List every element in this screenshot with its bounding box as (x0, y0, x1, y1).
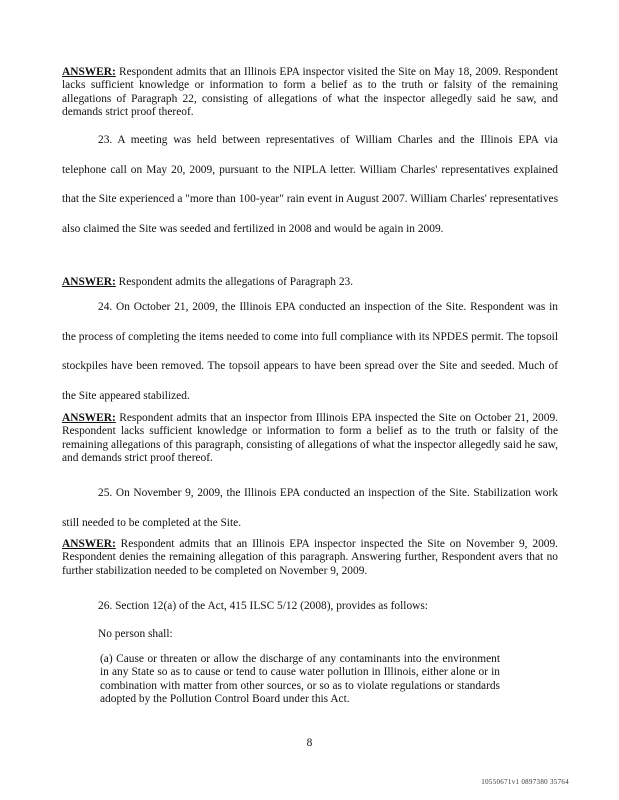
paragraph-23: 23. A meeting was held between representatives of William Charles and the Illinois EPA via telephone call on May 20, 2009, pursuant to the NIPLA letter. William Charles' representatives explained that the Site experienced a "more than 100-year" rain event in August 2007. William Charles' representatives also claimed the Site was seeded and fertilized in 2008 and would be again in 2009. (62, 134, 558, 235)
answer-text: Respondent admits that an inspector from Illinois EPA inspected the Site on October 21, 2009. Respondent lacks sufficient knowledge or information to form a belief as to the truth or falsity of the remaining allegations of this paragraph, consisting of allegations of what the inspector allegedly said he saw, and demands strict proof thereof. (62, 412, 558, 465)
answer-text: Respondent admits that an Illinois EPA inspector inspected the Site on November 9, 2009. Respondent denies the remaining allegation of this paragraph. Answering further, Respondent avers that no further stabilization needed to be completed on November 9, 2009. (62, 538, 558, 577)
answer-label: ANSWER: (62, 66, 116, 78)
answer-paragraph-25 (62, 538, 558, 578)
paragraph-25: 25. On November 9, 2009, the Illinois EPA conducted an inspection of the Site. Stabilization work still needed to be completed at the Site. (62, 487, 558, 529)
answer-label: ANSWER: (62, 538, 116, 550)
statute-quote-a: (a) Cause or threaten or allow the discharge of any contaminants into the environment in any State so as to cause or tend to cause water pollution in Illinois, either alone or in combination with matter from other sources, or so as to violate regulations or standards adopted by the Pollution Control Board under this Act. (100, 653, 500, 706)
no-person-shall: No person shall: (98, 628, 173, 640)
answer-text: Respondent admits that an Illinois EPA inspector visited the Site on May 18, 2009. Respondent lacks sufficient knowledge or information to form a belief as to the truth or falsity of the remaining allegations of Paragraph 22, consisting of allegations of what the inspector allegedly said he saw, and demands strict proof thereof. (62, 66, 558, 119)
answer-paragraph-22 (62, 66, 558, 120)
answer-paragraph-24 (62, 412, 558, 466)
paragraph-26: 26. Section 12(a) of the Act, 415 ILSC 5/12 (2008), provides as follows: (98, 600, 428, 612)
answer-label: ANSWER: (62, 276, 116, 288)
answer-label: ANSWER: (62, 412, 116, 424)
answer-text: Respondent admits the allegations of Paragraph 23. (118, 276, 354, 288)
document-id: 10550671v1 0897380 35764 (481, 778, 569, 786)
page-number: 8 (306, 737, 313, 749)
paragraph-24: 24. On October 21, 2009, the Illinois EPA conducted an inspection of the Site. Respondent was in the process of completing the items needed to come into full compliance with its NPDES permit. The topsoil stockpiles have been removed. The topsoil appears to have been spread over the Site and seeded. Much of the Site appeared stabilized. (62, 301, 558, 402)
answer-paragraph-23 (62, 276, 558, 289)
